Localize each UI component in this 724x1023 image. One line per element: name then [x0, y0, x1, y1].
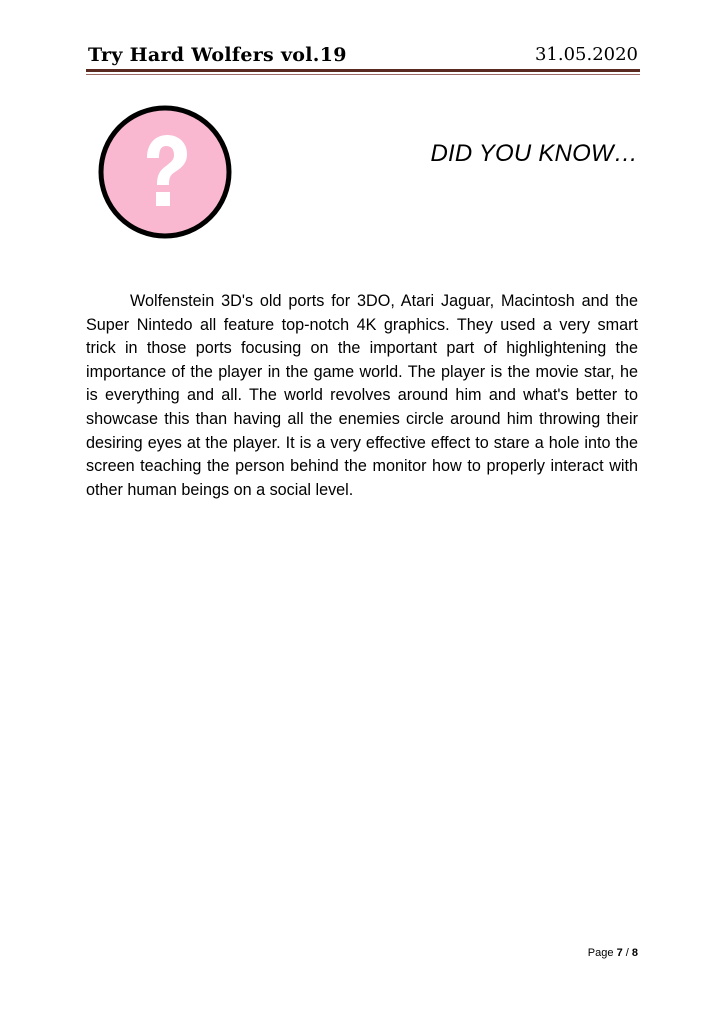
article-body: Wolfenstein 3D's old ports for 3DO, Atari Jaguar, Macintosh and the Super Nintedo all feature top-notch 4K graphics. They used a very smart trick in those ports focusing on the important part of highlightening the importance of the player in the game world. The player is the movie star, he is everything and all. The world revolves around him and what's better to showcase this than having all the enemies circle around him throwing their desiring eyes at the player. It is a very effective effect to stare a hole into the screen teaching the person behind the monitor how to properly interact with other human beings on a social level.: [86, 292, 638, 499]
total-pages: 8: [631, 947, 638, 959]
page-header: [86, 44, 640, 68]
current-page: 7: [616, 947, 623, 959]
header-divider-thick: [86, 69, 640, 72]
page-separator: /: [625, 947, 629, 959]
page-label: Page: [587, 947, 614, 959]
magazine-title: Try Hard Wolfers vol.19: [88, 44, 347, 66]
header-divider-thin: [86, 74, 640, 75]
page-number: [588, 947, 638, 959]
question-mark-circle-icon: [97, 104, 233, 240]
issue-date: 31.05.2020: [534, 44, 638, 65]
section-heading: DID YOU KNOW…: [430, 140, 638, 167]
